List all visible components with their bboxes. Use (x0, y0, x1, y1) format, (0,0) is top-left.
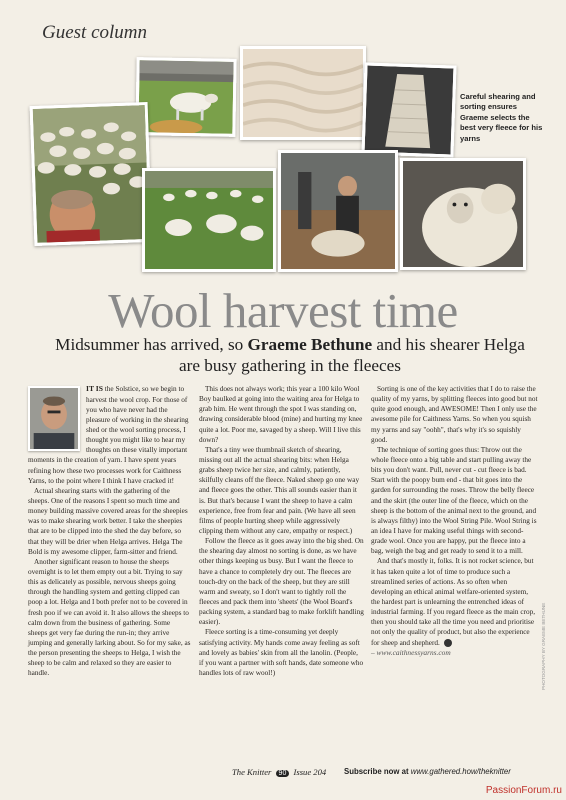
paragraph: That's a tiny wee thumbnail sketch of shearing, missing out all the actual shearing bits: when Helga grabs sheep twice her size, and calmly, patiently, skilfully cleans off the fleece. Naked sheep go one way and fleece goes the other. This all sounds easier than it is. But that's because I want the sheep to have a calm experience, free from fear and pain. (We have all seen films of people hurting sheep while aggressively clipping them without any care, empathy or respect.) (199, 445, 360, 535)
standfirst-before: Midsummer has arrived, so (55, 335, 248, 354)
paragraph: And that's mostly it, folks. It is not rocket science, but it has taken quite a lot of time to produce such a streamlined series of actions. As so often when developing an ethical animal welfare-oriented system, the hardest part is unlearning the entrenched ideas of industrial farming. If you regard fleece as the main crop, then you should take all the time you need and prioritise not only the quality of product, but also the experience for sheep and shepherd. (371, 557, 536, 647)
end-mark-icon (444, 639, 452, 647)
photo-fleece-closeup (240, 46, 366, 140)
author-website-link[interactable]: – www.caithnessyarns.com (371, 647, 451, 657)
photo-sheep-faces (400, 158, 526, 270)
photo-sheep-field (142, 168, 276, 272)
paragraph: The technique of sorting goes thus: Throw out the whole fleece onto a big table and start pulling away the bits you don't want. Pull, never cut - cut fleece is bad. Start with the poopy bum end - that bit goes into the garden for surrounding the roses. Throw the belly fleece and the skirt (the outer line of the fleece, which on the sheep is the bottom of the animal next to the ground, and is always filthy) into the Wool String Pile. Wool String is an idea I have for making useful things with second-grade wool. Once you are happy, put the fleece into a bag, weigh the bag and get ready to send it to a mill. (371, 445, 537, 556)
paragraph: Sorting is one of the key activities that I do to raise the quality of my yarns, by splitting fleeces into good but not quite good enough, and AWESOME! Then I only use the awesome pile for Caithness Yarns. So when you squish my yarns and say "oohh", that's why it's so squishly good. (371, 385, 538, 444)
watermark: PassionForum.ru (485, 785, 562, 796)
folio (232, 767, 326, 777)
article-column-2 (199, 384, 364, 678)
photo-yarn-cone (361, 62, 456, 157)
subscribe-prefix: Subscribe now at (344, 767, 409, 776)
lead-in: IT IS (86, 384, 103, 393)
subscribe-link[interactable]: www.gathered.how/theknitter (410, 767, 511, 776)
paragraph: Another significant reason to house the sheeps overnight is to let them empty out a bit. Trying to say this as delicately as possible, nervous sheeps going through the handling system and getting clipped can poop a lot. Helga and I both prefer not to be covered in fresh poo if we can avoid it. It also allows the sheeps to calm down from the business of gathering. Some sheeps get very fae during the run-in; they arrive jumping and generally larking about. So for my sake, as the person presenting the sheeps to Helga, I wish the sheep to be calm and relaxed so they are easier to handle. (28, 557, 191, 678)
paragraph: Follow the fleece as it goes away into the big shed. On the shearing day almost no sorting is done, as we have other things keeping us busy. But I want the fleece to have a chance to completely dry out. The fleeces are touch-dry on the back of the sheep, but they are still warm and sweaty, so I don't want to tightly roll the fleeces and pack them into 'sheets' (the Wool Board's packing system, a standard bag to make forklift handling easier). (199, 537, 364, 627)
author-photo (28, 386, 80, 451)
paragraph: the Solstice, so we begin to harvest the wool crop. For those of you who have never had the pleasure of working in the shearing shed or the wool sorting process, I thought you might like to hear my thoughts on these vitally important moments in the creation of yarn. I have spent years refining how these two processes work for Caithness Yarns, to the point where I think I have cracked it! (28, 385, 189, 485)
article-headline: Wool harvest time (108, 283, 458, 338)
photo-caption: Careful shearing and sorting ensures Graeme selects the best very fleece for his yarns (460, 92, 543, 143)
page-footer (0, 767, 566, 781)
photo-flock-in-shed (30, 102, 153, 246)
article-column-1 (28, 384, 191, 679)
issue-number: Issue 204 (293, 767, 327, 777)
magazine-name: The Knitter (232, 767, 272, 777)
author-name: Graeme Bethune (247, 335, 373, 354)
article-standfirst (50, 334, 530, 377)
subscribe-line (344, 767, 511, 776)
paragraph: Fleece sorting is a time-consuming yet deeply satisfying activity. My hands come away feeling as soft and lovely as babies' skin from all the lanolin. (People, if you want a partner with soft hands, date someone who handles lots of raw wool!) (199, 628, 364, 677)
paragraph: This does not always work; this year a 100 kilo Wool Boy baulked at going into the waiting area for Helga to grab him. He went through the spot I was standing on, drawing considerable blood (mine) and hurting my knee quite a lot. Poor me, savaged by a sheep. Will I live this down? (199, 385, 363, 444)
standfirst-after: and his shearer Helga are busy gathering in the fleeces (179, 335, 525, 376)
page-number: 90 (276, 770, 290, 777)
section-title: Guest column (42, 22, 148, 43)
photo-credit: PHOTOGRAPHY BY GRAEME BETHUNE (541, 602, 546, 690)
article-column-3 (371, 384, 538, 658)
photo-shearing (278, 150, 398, 272)
photo-sheep-on-grass (135, 57, 236, 137)
paragraph: Actual shearing starts with the gathering of the sheeps. One of the reasons I spent so much time and money building massive covered areas for the sheepies was to make shearing work better. I take the sheepies that are to be clipped into the shed the day before, so that they will be drier when Helga arrives. Helga The Bold is my awesome clipper, farm-sitter and friend. (28, 486, 188, 556)
